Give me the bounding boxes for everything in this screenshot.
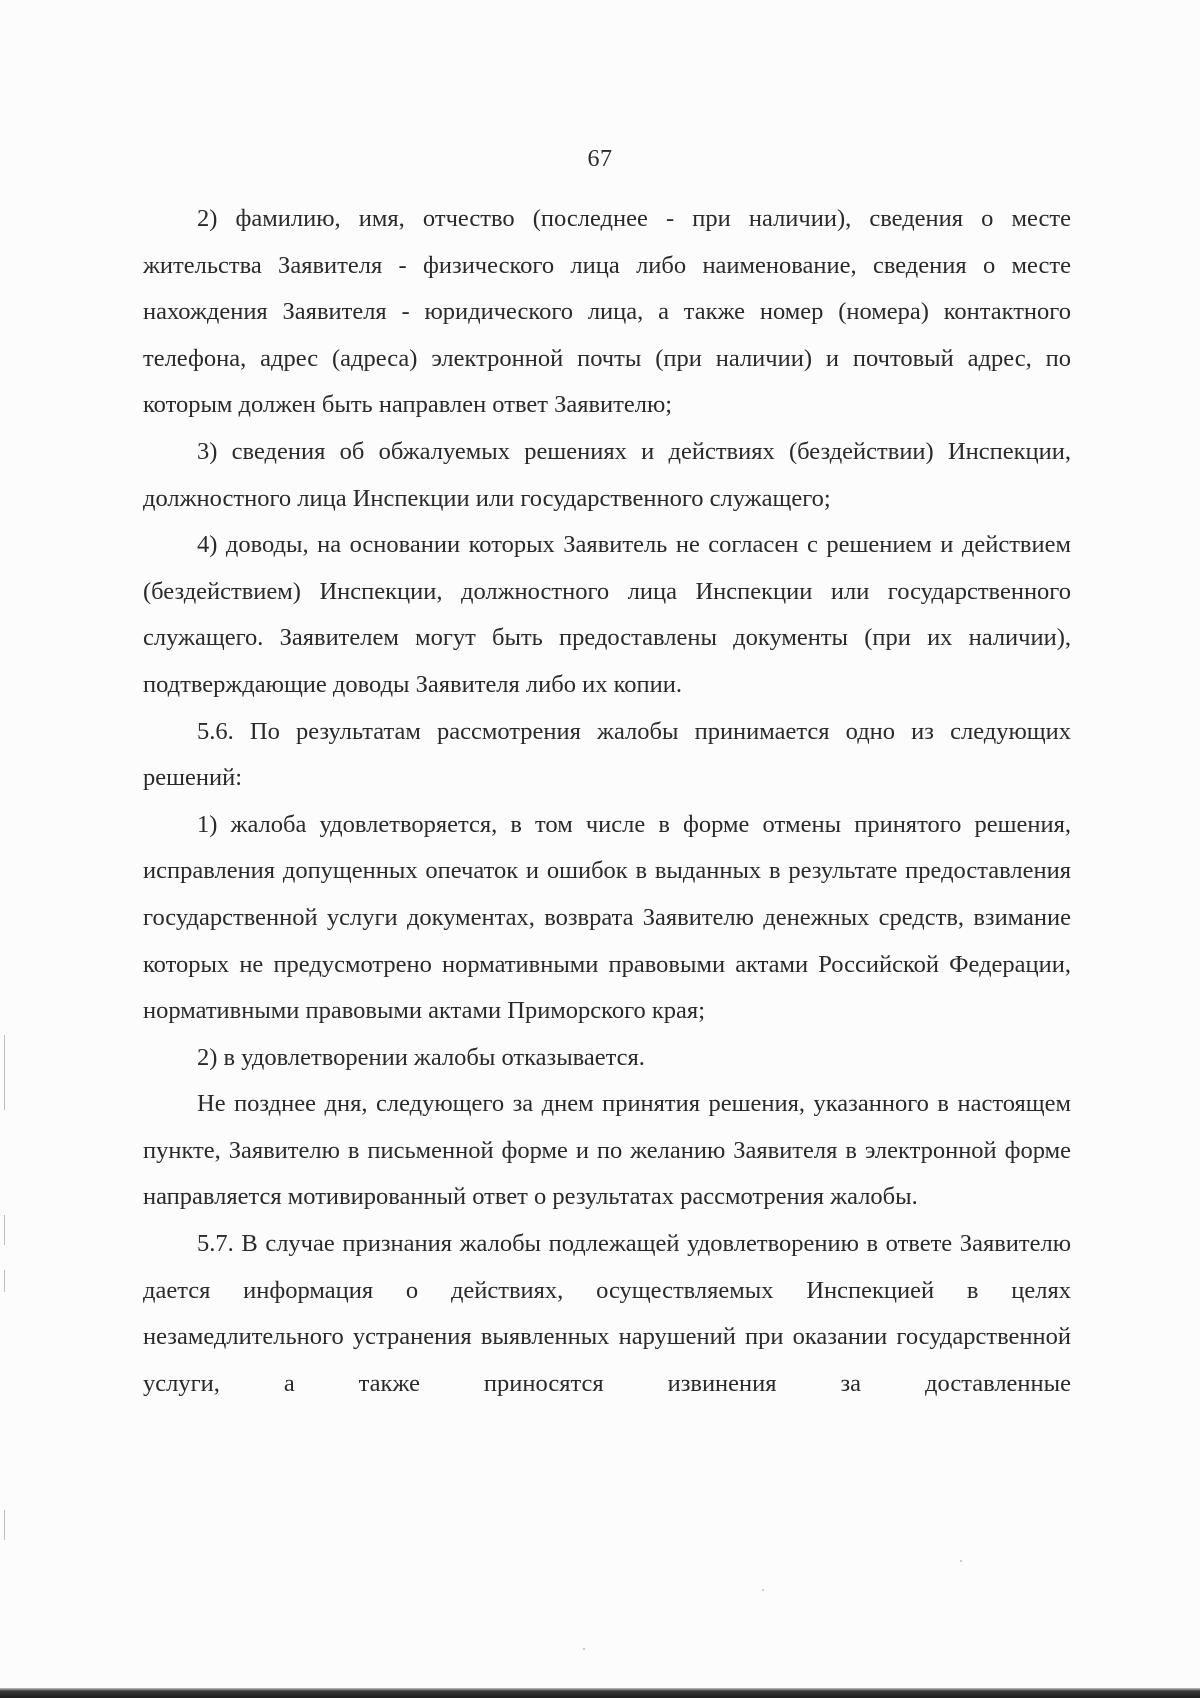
paragraph-applicant-details: 2) фамилию, имя, отчество (последнее - при наличии), сведения о месте жительства Заявителя - физического лица либо наименование, сведения о месте нахождения Заявителя - юридического лица, а также номер (номера) контактного телефона, адрес (адреса) электронной почты (при наличии) и почтовый адрес, по которым должен быть направлен ответ Заявителю;: [143, 205, 1071, 419]
scan-edge-mark: [4, 1035, 5, 1110]
scan-edge-mark: [4, 1510, 5, 1540]
scan-speck: [960, 1560, 962, 1562]
paragraph-complaint-satisfied: 1) жалоба удовлетворяется, в том числе в форме отмены принятого решения, исправления допущенных опечаток и ошибок в выданных в результате предоставления государственной услуги документах, возврата Заявителю денежных средств, взимание которых не предусмотрено нормативными правовыми актами Российской Федерации, нормативными правовыми актами Приморского края;: [143, 810, 1071, 1025]
paragraph-section-5-7: 5.7. В случае признания жалобы подлежащей удовлетворению в ответе Заявителю дается информация о действиях, осуществляемых Инспекцией в целях незамедлительного устранения выявленных нарушений при оказании государственной услуги, а также приносятся извинения за доставленные: [143, 1230, 1071, 1397]
page-number: 67: [587, 146, 613, 172]
document-body: [143, 196, 1071, 1407]
paragraph-reasoned-answer: Не позднее дня, следующего за днем принятия решения, указанного в настоящем пункте, Заявителю в письменной форме и по желанию Заявителя в электронной форме направляется мотивированный ответ о результатах рассмотрения жалобы.: [143, 1090, 1071, 1211]
paragraph-complaint-rejected: 2) в удовлетворении жалобы отказывается.: [197, 1043, 645, 1071]
scan-speck: [583, 1648, 585, 1650]
scan-edge-mark: [4, 1270, 5, 1292]
scan-speck: [762, 1589, 764, 1591]
paragraph-appealed-decisions: 3) сведения об обжалуемых решениях и действиях (бездействии) Инспекции, должностного лица Инспекции или государственного служащего;: [143, 437, 1071, 512]
scan-edge-mark: [4, 1215, 5, 1245]
paragraph-arguments: 4) доводы, на основании которых Заявитель не согласен с решением и действием (бездействием) Инспекции, должностного лица Инспекции или государственного служащего. Заявителем могут быть предоставлены документы (при их наличии), подтверждающие доводы Заявителя либо их копии.: [143, 531, 1071, 698]
paragraph-section-5-6: 5.6. По результатам рассмотрения жалобы принимается одно из следующих решений:: [143, 717, 1071, 792]
scan-bottom-border: [0, 1688, 1200, 1698]
